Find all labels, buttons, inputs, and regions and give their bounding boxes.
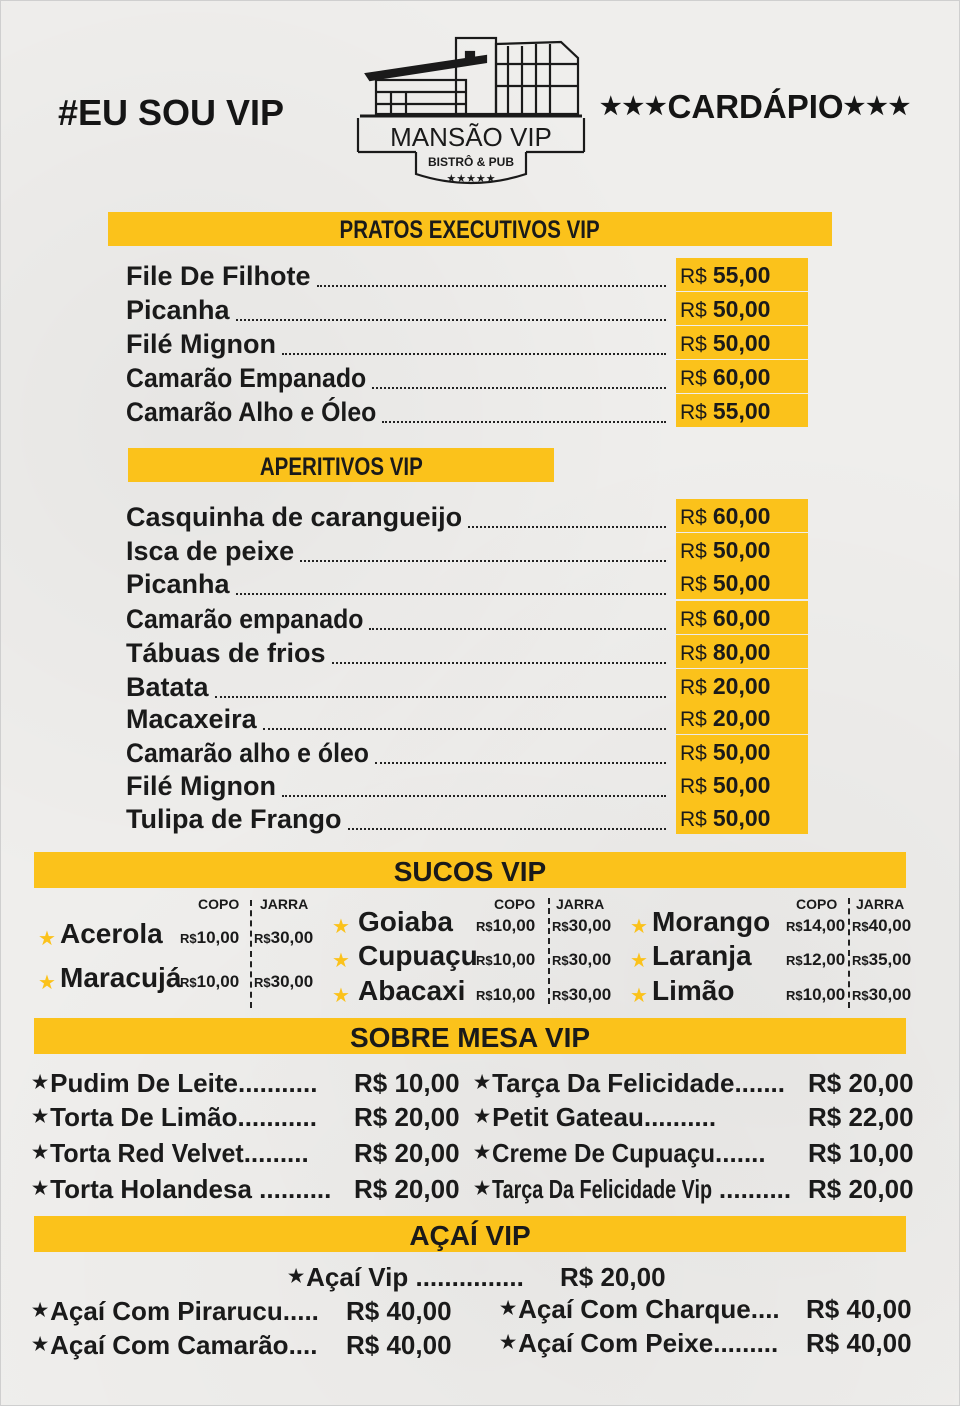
mansao-vip-logo (356, 34, 586, 194)
section-pratos-header (108, 212, 832, 246)
prato-item (126, 394, 826, 427)
stars-left: ★★★ (600, 93, 668, 120)
star-icon: ★ (474, 1072, 491, 1092)
acai-item (500, 1294, 780, 1325)
dotted-leader: .......... (711, 1174, 792, 1204)
copo-header: COPO (494, 896, 536, 912)
aperitivo-item-price (676, 801, 808, 834)
dotted-leader: .......... (643, 1102, 717, 1132)
dotted-leader: ....... (734, 1068, 786, 1098)
juice-copo-price: R$10,00 (180, 928, 240, 947)
currency-label: R$ (680, 573, 707, 596)
currency-label: R$ (852, 988, 869, 1003)
price-value: 50,00 (712, 772, 771, 798)
juice-name: Laranja (652, 940, 752, 971)
section-aperitivos-title: APERITIVOS VIP (259, 453, 423, 481)
currency-label: R$ (680, 708, 707, 731)
dotted-leader (236, 319, 666, 321)
juice-name: Morango (652, 906, 771, 937)
currency-label: R$ (680, 540, 707, 563)
star-icon: ★ (630, 985, 648, 1007)
acai-featured-item (288, 1262, 524, 1293)
logo-name: MANSÃO VIP (390, 122, 552, 152)
aperitivo-item-price (676, 566, 808, 599)
star-icon: ★ (630, 916, 648, 938)
menu-title (600, 88, 911, 126)
currency-label: R$ (680, 775, 707, 798)
currency-label: R$ (180, 975, 197, 990)
juice-jarra-price: R$30,00 (254, 928, 314, 947)
dotted-leader (215, 696, 666, 698)
juice-jarra-price: R$40,00 (852, 916, 912, 935)
star-icon: ★ (288, 1266, 305, 1286)
aperitivo-item (126, 601, 826, 634)
juice-copo-price: R$10,00 (180, 972, 240, 991)
currency-label: R$ (852, 953, 869, 968)
dotted-leader (332, 662, 666, 664)
price-value: 50,00 (712, 296, 771, 322)
section-acai-header: AÇAÍ VIP (34, 1216, 906, 1252)
acai-item (32, 1330, 317, 1361)
logo-stars: ★★★★★ (446, 172, 496, 185)
currency-label: R$ (680, 808, 707, 831)
juice-name: Cupuaçu (358, 940, 478, 971)
currency-label: R$ (680, 265, 707, 288)
jarra-header: JARRA (556, 896, 605, 912)
star-icon: ★ (500, 1332, 517, 1352)
prato-item-price (676, 292, 808, 325)
section-sucos-header: SUCOS VIP (34, 852, 906, 888)
price-value: 50,00 (712, 570, 771, 596)
menu-title-text: CARDÁPIO (667, 88, 844, 125)
star-icon: ★ (630, 950, 648, 972)
price-value: 55,00 (712, 398, 771, 424)
sobremesa-item (32, 1068, 317, 1099)
aperitivo-item-price (676, 735, 808, 768)
dotted-leader (382, 421, 666, 423)
currency-label: R$ (786, 988, 803, 1003)
star-icon: ★ (32, 1178, 49, 1198)
column-divider (250, 900, 252, 1008)
currency-label: R$ (680, 367, 707, 390)
star-icon: ★ (38, 928, 56, 950)
sobremesa-item-name: Torta Red Velvet (50, 1138, 244, 1168)
section-pratos-title: PRATOS EXECUTIVOS VIP (339, 216, 601, 244)
prato-item (126, 292, 826, 325)
dotted-leader: ........... (237, 1068, 318, 1098)
star-icon: ★ (474, 1142, 491, 1162)
sobremesa-item-price: R$ 10,00 (354, 1068, 460, 1098)
aperitivo-item-price (676, 768, 808, 801)
juice-copo-price: R$10,00 (476, 985, 536, 1004)
juice-name: Maracujá (60, 962, 182, 993)
star-icon: ★ (32, 1334, 49, 1354)
prato-item-price (676, 326, 808, 359)
dotted-leader (348, 828, 667, 830)
prato-item (126, 326, 826, 359)
aperitivo-item-name: Casquinha de carangueijo (126, 502, 463, 532)
aperitivo-item-name: Camarão alho e óleo (126, 738, 369, 768)
juice-copo-price: R$10,00 (786, 985, 846, 1004)
dotted-leader (282, 353, 666, 355)
currency-label: R$ (852, 919, 869, 934)
currency-label: R$ (476, 919, 493, 934)
aperitivo-item (126, 801, 826, 834)
aperitivo-item (126, 768, 826, 801)
acai-item (32, 1296, 319, 1327)
sobremesa-item (32, 1102, 317, 1133)
sobremesa-item-name: Creme De Cupuaçu (492, 1138, 716, 1168)
aperitivo-item (126, 499, 826, 532)
column-divider (548, 898, 550, 1004)
acai-featured-item-name: Açaí Vip (306, 1262, 409, 1292)
price-value: 50,00 (712, 330, 771, 356)
dotted-leader: .... (288, 1330, 318, 1360)
prato-item-price (676, 394, 808, 427)
star-icon: ★ (38, 972, 56, 994)
juice-copo-price: R$12,00 (786, 950, 846, 969)
aperitivo-item-name: Filé Mignon (126, 771, 276, 801)
sobremesa-item-name: Torta De Limão (50, 1102, 238, 1132)
aperitivo-item-name: Tábuas de frios (126, 638, 326, 668)
dotted-leader (317, 285, 666, 287)
acai-item-price: R$ 40,00 (346, 1330, 452, 1360)
prato-item (126, 258, 826, 291)
prato-item (126, 360, 826, 393)
currency-label: R$ (476, 988, 493, 1003)
juice-name: Limão (652, 975, 735, 1006)
price-value: 20,00 (712, 705, 771, 731)
aperitivo-item-price (676, 635, 808, 668)
prato-item-price (676, 258, 808, 291)
currency-label: R$ (680, 333, 707, 356)
aperitivo-item (126, 669, 826, 702)
dotted-leader: .......... (251, 1174, 332, 1204)
dotted-leader (375, 762, 666, 764)
juice-name: Acerola (60, 918, 163, 949)
sobremesa-item-name: Pudim De Leite (50, 1068, 238, 1098)
star-icon: ★ (332, 950, 350, 972)
juice-jarra-price: R$35,00 (852, 950, 912, 969)
star-icon: ★ (32, 1300, 49, 1320)
sobremesa-item-name: Petit Gateau (492, 1102, 644, 1132)
dotted-leader (369, 628, 666, 630)
currency-label: R$ (680, 642, 707, 665)
star-icon: ★ (474, 1178, 491, 1198)
currency-label: R$ (552, 919, 569, 934)
dotted-leader (236, 593, 666, 595)
juice-jarra-price: R$30,00 (552, 916, 612, 935)
dotted-leader: ........... (237, 1102, 317, 1132)
aperitivo-item-name: Picanha (126, 569, 230, 599)
sobremesa-item-price: R$ 22,00 (808, 1102, 914, 1132)
sobremesa-item-price: R$ 20,00 (354, 1138, 460, 1168)
acai-item-name: Açaí Com Camarão (50, 1330, 289, 1360)
star-icon: ★ (332, 916, 350, 938)
aperitivo-item (126, 735, 826, 768)
aperitivo-item-price (676, 533, 808, 566)
price-value: 50,00 (712, 537, 771, 563)
star-icon: ★ (32, 1072, 49, 1092)
tagline: #EU SOU VIP (58, 92, 285, 133)
acai-item-price: R$ 40,00 (806, 1294, 912, 1324)
dotted-leader: ....... (715, 1138, 766, 1168)
sobremesa-item (32, 1138, 309, 1169)
currency-label: R$ (680, 401, 707, 424)
juice-jarra-price: R$30,00 (552, 985, 612, 1004)
juice-copo-price: R$10,00 (476, 950, 536, 969)
currency-label: R$ (476, 953, 493, 968)
dotted-leader: ..... (282, 1296, 319, 1326)
acai-featured-item-price: R$ 20,00 (560, 1262, 666, 1292)
currency-label: R$ (680, 299, 707, 322)
sobremesa-item-name: Tarça Da Felicidade Vip (492, 1174, 713, 1204)
currency-label: R$ (680, 506, 707, 529)
juice-name: Goiaba (358, 906, 453, 937)
aperitivo-item-name: Tulipa de Frango (126, 804, 342, 834)
dotted-leader (300, 560, 666, 562)
aperitivo-item-price (676, 601, 808, 634)
juice-copo-price: R$10,00 (476, 916, 536, 935)
price-value: 80,00 (712, 639, 771, 665)
acai-item-name: Açaí Com Peixe (518, 1328, 714, 1358)
sobremesa-item-price: R$ 20,00 (354, 1102, 460, 1132)
price-value: 55,00 (712, 262, 771, 288)
currency-label: R$ (680, 676, 707, 699)
price-value: 60,00 (712, 605, 771, 631)
dotted-leader (468, 526, 666, 528)
stars-right: ★★★ (843, 93, 912, 120)
sobremesa-item-price: R$ 20,00 (808, 1068, 914, 1098)
juice-copo-price: R$14,00 (786, 916, 846, 935)
price-value: 20,00 (712, 673, 771, 699)
price-value: 50,00 (712, 805, 771, 831)
dotted-leader: ......... (713, 1328, 779, 1358)
currency-label: R$ (786, 953, 803, 968)
sobremesa-item (474, 1102, 716, 1133)
aperitivo-item-name: Isca de peixe (126, 536, 295, 566)
sobremesa-item-price: R$ 20,00 (354, 1174, 460, 1204)
sobremesa-item-name: Tarça Da Felicidade (492, 1068, 735, 1098)
price-value: 50,00 (712, 739, 771, 765)
dotted-leader (372, 387, 666, 389)
acai-item-name: Açaí Com Pirarucu (50, 1296, 283, 1326)
sobremesa-item (32, 1174, 331, 1205)
acai-item-price: R$ 40,00 (346, 1296, 452, 1326)
section-aperitivos-header (128, 448, 554, 482)
copo-header: COPO (796, 896, 838, 912)
dotted-leader: ............... (408, 1262, 524, 1292)
currency-label: R$ (680, 608, 707, 631)
sobremesa-item-price: R$ 20,00 (808, 1174, 914, 1204)
currency-label: R$ (254, 975, 271, 990)
aperitivo-item (126, 533, 826, 566)
dotted-leader (282, 795, 666, 797)
aperitivo-item (126, 635, 826, 668)
acai-item (500, 1328, 778, 1359)
aperitivo-item (126, 566, 826, 599)
prato-item-name: File De Filhote (126, 261, 311, 291)
juice-name: Abacaxi (358, 975, 466, 1006)
prato-item-name: Filé Mignon (126, 329, 276, 359)
price-value: 60,00 (712, 364, 771, 390)
aperitivo-item-name: Batata (126, 672, 209, 702)
star-icon: ★ (32, 1142, 49, 1162)
sobremesa-item (474, 1138, 766, 1169)
currency-label: R$ (552, 988, 569, 1003)
aperitivo-item-name: Camarão empanado (126, 604, 364, 634)
currency-label: R$ (254, 931, 271, 946)
prato-item-name: Camarão Alho e Óleo (126, 397, 377, 427)
copo-header: COPO (198, 896, 240, 912)
aperitivo-item (126, 701, 826, 734)
sobremesa-item (474, 1174, 791, 1205)
aperitivo-item-price (676, 669, 808, 702)
aperitivo-item-name: Macaxeira (126, 704, 257, 734)
jarra-header: JARRA (260, 896, 309, 912)
juice-jarra-price: R$30,00 (254, 972, 314, 991)
dotted-leader (263, 728, 666, 730)
star-icon: ★ (474, 1106, 491, 1126)
juice-jarra-price: R$30,00 (552, 950, 612, 969)
aperitivo-item-price (676, 701, 808, 734)
juice-jarra-price: R$30,00 (852, 985, 912, 1004)
currency-label: R$ (786, 919, 803, 934)
prato-item-name: Camarão Empanado (126, 363, 367, 393)
currency-label: R$ (680, 742, 707, 765)
sobremesa-item-name: Torta Holandesa (50, 1174, 252, 1204)
prato-item-price (676, 360, 808, 393)
dotted-leader: ......... (243, 1138, 309, 1168)
dotted-leader: .... (750, 1294, 780, 1324)
acai-item-name: Açaí Com Charque (518, 1294, 751, 1324)
currency-label: R$ (180, 931, 197, 946)
sobremesa-item (474, 1068, 785, 1099)
jarra-header: JARRA (856, 896, 905, 912)
prato-item-name: Picanha (126, 295, 230, 325)
star-icon: ★ (332, 985, 350, 1007)
logo-subtitle: BISTRÔ & PUB (427, 155, 515, 169)
star-icon: ★ (32, 1106, 49, 1126)
column-divider (848, 898, 850, 1008)
sobremesa-item-price: R$ 10,00 (808, 1138, 914, 1168)
price-value: 60,00 (712, 503, 771, 529)
acai-item-price: R$ 40,00 (806, 1328, 912, 1358)
section-sobremesa-header: SOBRE MESA VIP (34, 1018, 906, 1054)
currency-label: R$ (552, 953, 569, 968)
star-icon: ★ (500, 1298, 517, 1318)
aperitivo-item-price (676, 499, 808, 532)
